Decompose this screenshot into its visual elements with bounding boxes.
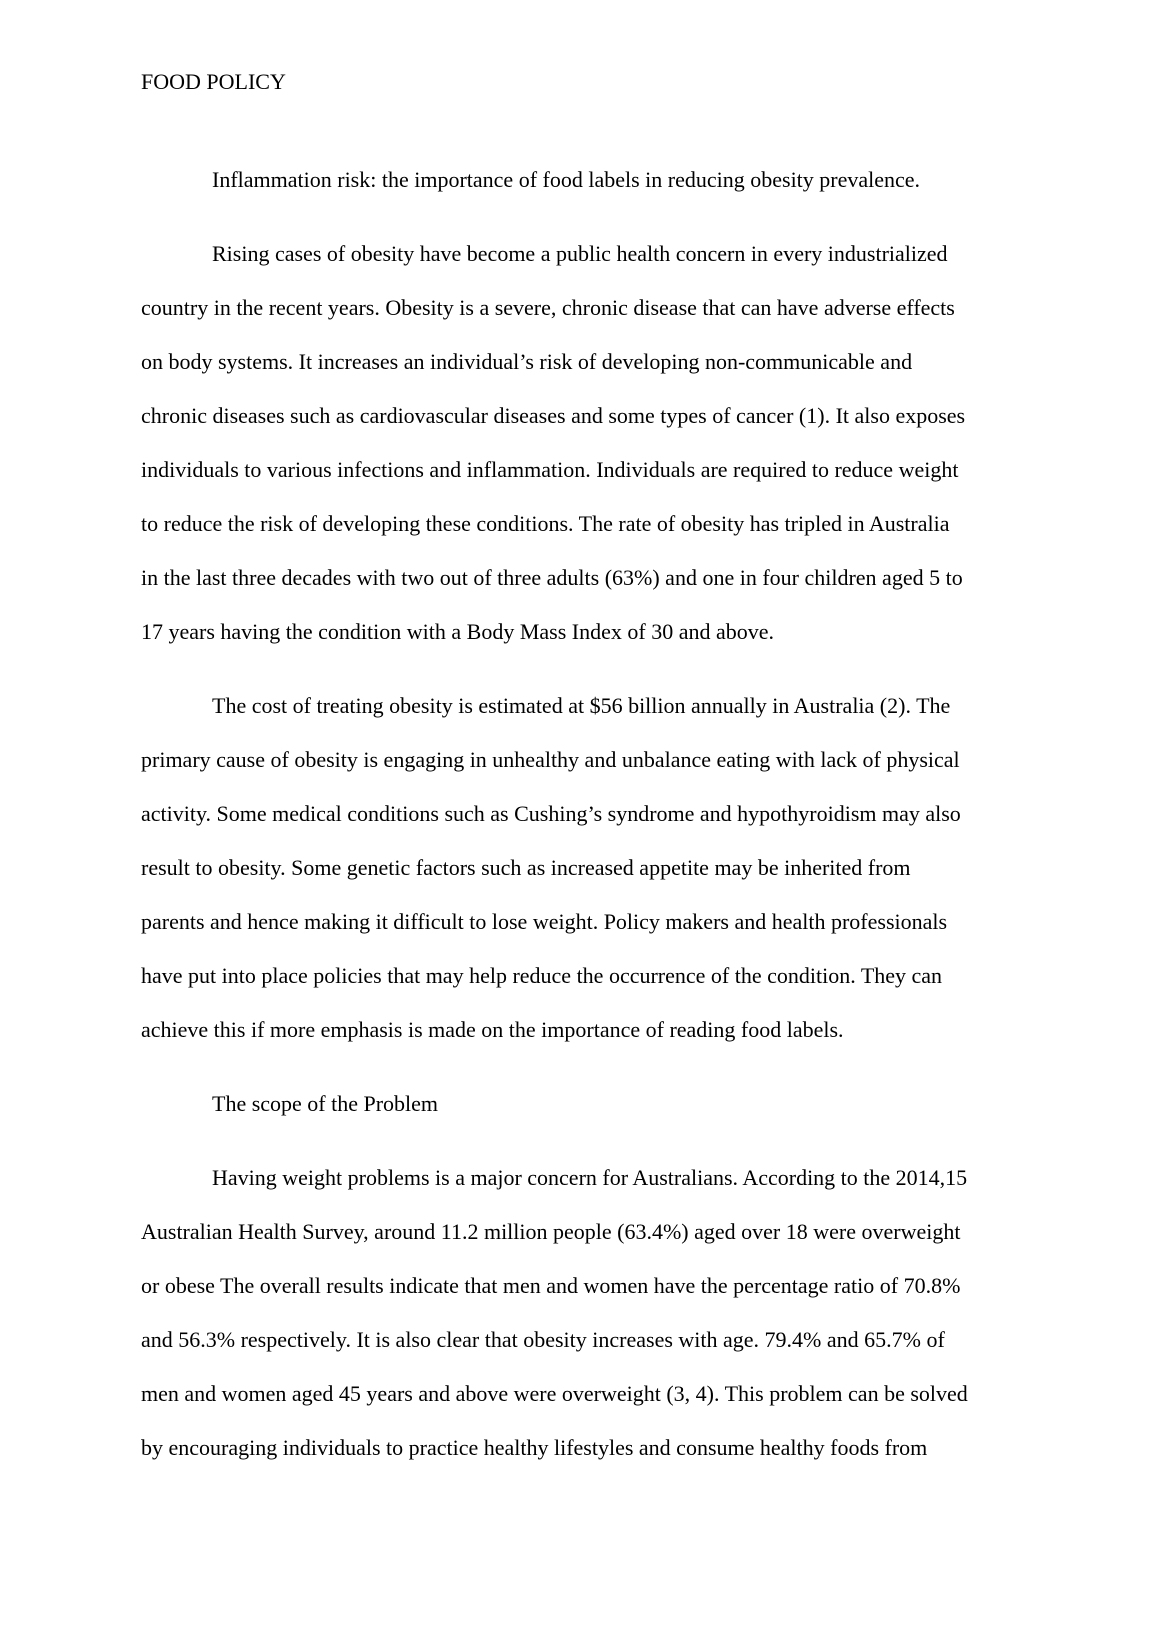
paragraph-1-line: individuals to various infections and inflammation. Individuals are required to reduce weight <box>141 457 959 482</box>
paragraph-3-line: by encouraging individuals to practice healthy lifestyles and consume healthy foods from <box>141 1435 928 1460</box>
paragraph-1-line: chronic diseases such as cardiovascular diseases and some types of cancer (1). It also exposes <box>141 403 966 428</box>
paragraph-3 <box>141 1151 1036 1475</box>
paragraph-1-line: in the last three decades with two out of three adults (63%) and one in four children aged 5 to <box>141 565 963 590</box>
section-heading: The scope of the Problem <box>212 1091 439 1116</box>
paragraph-2-line: The cost of treating obesity is estimated at $56 billion annually in Australia (2). The <box>212 693 951 718</box>
paragraph-1-line: 17 years having the condition with a Body Mass Index of 30 and above. <box>141 619 774 644</box>
paragraph-3-line: and 56.3% respectively. It is also clear that obesity increases with age. 79.4% and 65.7% of <box>141 1327 945 1352</box>
paragraph-1-line: to reduce the risk of developing these conditions. The rate of obesity has tripled in Australia <box>141 511 950 536</box>
paragraph-3-line: Australian Health Survey, around 11.2 million people (63.4%) aged over 18 were overweight <box>141 1219 961 1244</box>
paragraph-2-line: parents and hence making it difficult to lose weight. Policy makers and health professionals <box>141 909 948 934</box>
paragraph-1-line: on body systems. It increases an individual’s risk of developing non-communicable and <box>141 349 913 374</box>
document-body <box>141 153 1036 1495</box>
paragraph-2-line: primary cause of obesity is engaging in unhealthy and unbalance eating with lack of physical <box>141 747 960 772</box>
paragraph-3-line: Having weight problems is a major concern for Australians. According to the 2014,15 <box>212 1165 968 1190</box>
running-head: FOOD POLICY <box>141 69 286 94</box>
paragraph-3-line: or obese The overall results indicate that men and women have the percentage ratio of 70.8% <box>141 1273 961 1298</box>
paragraph-3-line: men and women aged 45 years and above were overweight (3, 4). This problem can be solved <box>141 1381 968 1406</box>
document-title: Inflammation risk: the importance of food labels in reducing obesity prevalence. <box>212 167 921 192</box>
paragraph-2 <box>141 679 1036 1057</box>
paragraph-1-line: country in the recent years. Obesity is a severe, chronic disease that can have adverse effects <box>141 295 955 320</box>
paragraph-2-line: achieve this if more emphasis is made on the importance of reading food labels. <box>141 1017 844 1042</box>
paragraph-2-line: result to obesity. Some genetic factors such as increased appetite may be inherited from <box>141 855 911 880</box>
paragraph-2-line: have put into place policies that may help reduce the occurrence of the condition. They can <box>141 963 943 988</box>
paragraph-2-line: activity. Some medical conditions such as Cushing’s syndrome and hypothyroidism may also <box>141 801 961 826</box>
paragraph-1-line: Rising cases of obesity have become a public health concern in every industrialized <box>212 241 948 266</box>
paragraph-1 <box>141 227 1036 659</box>
